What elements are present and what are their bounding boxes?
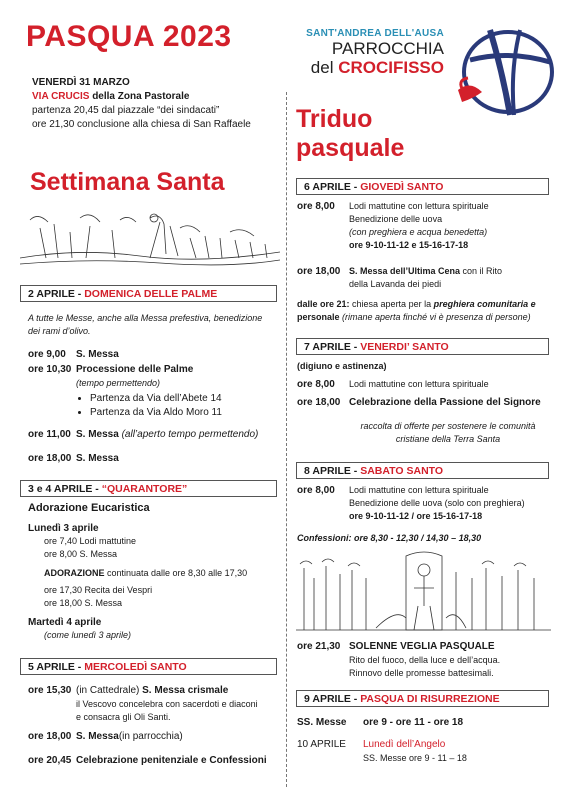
settimana-santa-heading: Settimana Santa [30, 168, 225, 196]
venerdi-header: 7 APRILE - VENERDI’ SANTO [296, 338, 549, 355]
palme-header: 2 APRILE - DOMENICA DELLE PALME [20, 285, 277, 302]
palme-row-1: ore 9,00 S. Messa [28, 349, 119, 360]
sabato-row-1: ore 8,00 Lodi mattutine con lettura spirituale Benedizione delle uova (solo con preghiera) ore 9-10-11-12 / ore 15-16-17-18 [297, 485, 525, 521]
palme-row-4: ore 18,00 S. Messa [28, 453, 119, 464]
parish-line3: del CROCIFISSO [310, 58, 444, 77]
triduo-heading: Triduo pasquale [296, 105, 405, 162]
column-divider [286, 92, 287, 787]
pasqua-row-1: SS. Messe ore 9 - ore 11 - ore 18 [297, 717, 464, 728]
quarantore-subtitle: Adorazione Eucaristica [28, 502, 150, 514]
giovedi-row-1: ore 8,00 Lodi mattutine con lettura spirituale Benedizione delle uova (con preghiera e acqua benedetta) ore 9-10-11-12 e 15-16-17-18 [297, 201, 489, 250]
sabato-row-2: ore 21,30 SOLENNE VEGLIA PASQUALE Rito del fuoco, della luce e dell’acqua. Rinnovo delle promesse battesimali. [297, 641, 501, 678]
via-crucis-date: VENERDÌ 31 MARZO [32, 77, 130, 88]
list-item: • Partenza da Via Aldo Moro 11 [90, 406, 222, 420]
parish-line1: SANT'ANDREA DELL'AUSA [306, 28, 444, 39]
venerdi-row-1: ore 8,00 Lodi mattutine con lettura spirituale [297, 379, 489, 390]
mercoledi-row-1: ore 15,30 (in Cattedrale) S. Messa crismale il Vescovo concelebra con sacerdoti e diaconi e consacra gli Oli Santi. [28, 685, 258, 722]
via-crucis-title: VIA CRUCIS della Zona Pastorale [32, 91, 190, 102]
palm-sunday-illustration [20, 208, 280, 270]
list-item: • Partenza da Via dell’Abete 14 [90, 392, 222, 406]
resurrection-illustration [296, 548, 551, 634]
sabato-header: 8 APRILE - SABATO SANTO [296, 462, 549, 479]
parish-line2: PARROCCHIA [331, 39, 444, 58]
venerdi-sub: (digiuno e astinenza) [297, 361, 387, 371]
page-title: PASQUA 2023 [26, 20, 232, 53]
quarantore-body: Lunedì 3 aprile ore 7,40 Lodi mattutine ore 8,00 S. Messa ADORAZIONE continuata dalle ore 8,30 alle 17,30 ore 17,30 Recita dei Vespri ore 18,00 S. Messa Martedì 4 aprile (come lunedì 3 aprile) [28, 523, 248, 640]
giovedi-header: 6 APRILE - GIOVEDÌ SANTO [296, 178, 549, 195]
pasqua-header: 9 APRILE - PASQUA DI RISURREZIONE [296, 690, 549, 707]
crucifix-dove-logo [450, 20, 560, 120]
giovedi-row-3: dalle ore 21: chiesa aperta per la preghiera comunitaria e personale (rimane aperta finché vi è presenza di persone) [297, 299, 536, 322]
mercoledi-row-2: ore 18,00 S. Messa (in parrocchia) [28, 731, 183, 742]
via-crucis-line2: ore 21,30 conclusione alla chiesa di San Raffaele [32, 119, 251, 130]
palme-row-2: ore 10,30 Processione delle Palme (tempo permettendo) • Partenza da Via dell’Abete 14 • Partenza da Via Aldo Moro 11 [28, 363, 222, 420]
via-crucis-block [32, 76, 292, 132]
mercoledi-row-3: ore 20,45 Celebrazione penitenziale e Confessioni [28, 755, 267, 766]
palme-row-3: ore 11,00 S. Messa (all’aperto tempo permettendo) [28, 429, 259, 440]
venerdi-note: raccolta di offerte per sostenere le comunità cristiane della Terra Santa [360, 421, 536, 444]
sabato-confessioni: Confessioni: ore 8,30 - 12,30 / 14,30 – 18,30 [297, 533, 482, 543]
quarantore-header: 3 e 4 APRILE - “QUARANTORE” [20, 480, 277, 497]
venerdi-row-2: ore 18,00 Celebrazione della Passione del Signore [297, 397, 541, 408]
via-crucis-line1: partenza 20,45 dal piazzale “dei sindacati” [32, 105, 220, 116]
parish-name [284, 28, 444, 77]
palme-note: A tutte le Messe, anche alla Messa prefestiva, benedizione dei rami d’olivo. [28, 313, 263, 336]
mercoledi-header: 5 APRILE - MERCOLEDÌ SANTO [20, 658, 277, 675]
giovedi-row-2: ore 18,00 S. Messa dell’Ultima Cena con il Rito della Lavanda dei piedi [297, 266, 503, 289]
pasqua-row-2: 10 APRILE Lunedì dell’Angelo SS. Messe ore 9 - 11 – 18 [297, 739, 467, 763]
